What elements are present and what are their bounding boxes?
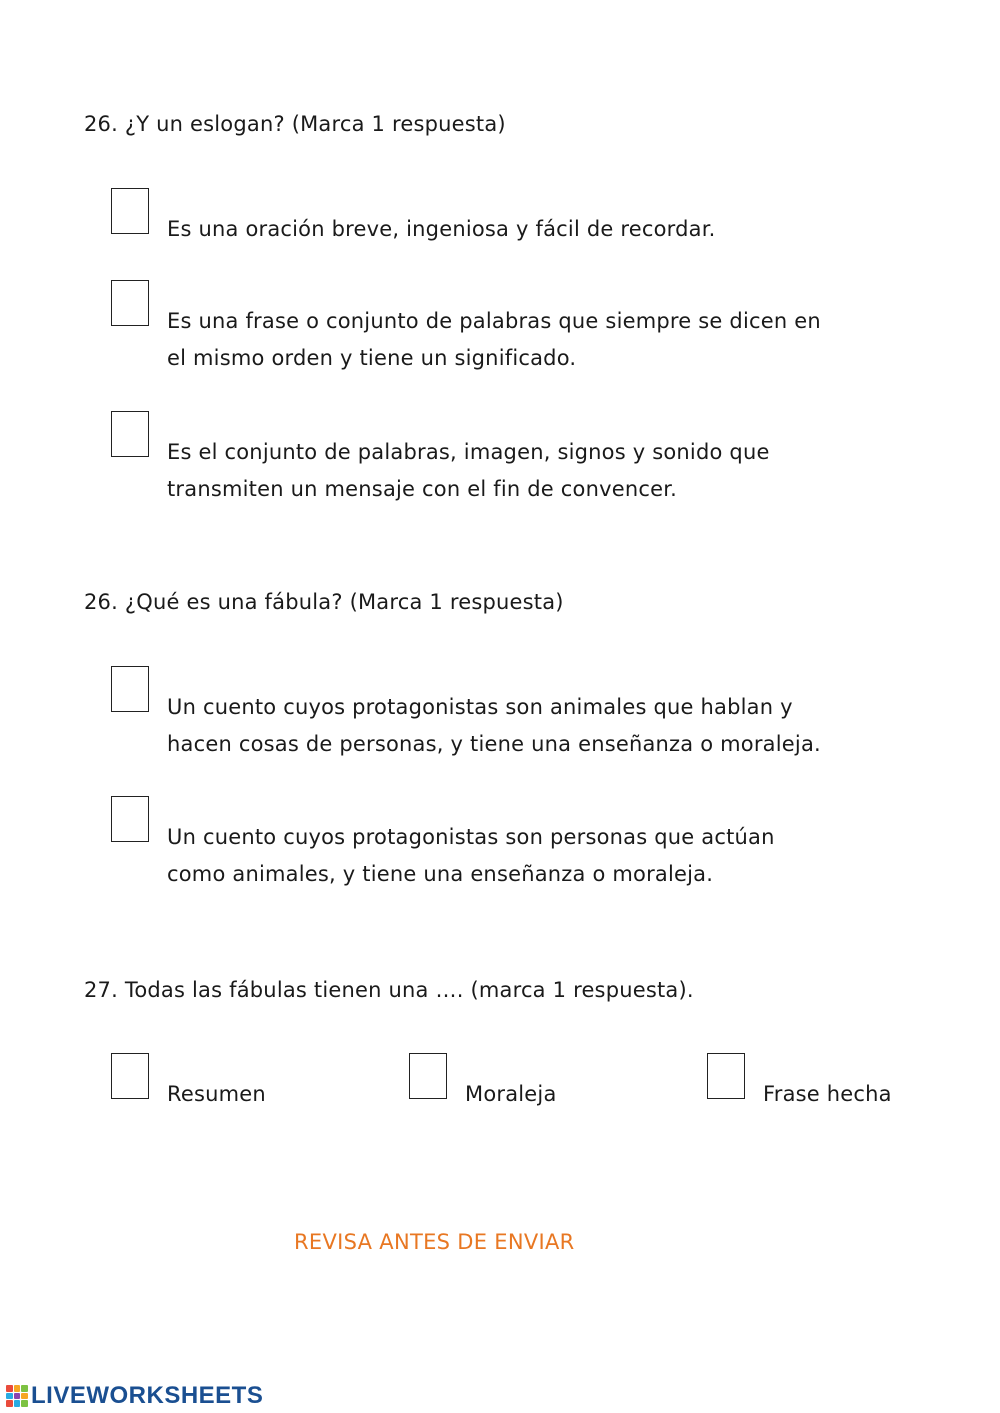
answer-option-text: Es el conjunto de palabras, imagen, signos y sonido que transmiten un mensaje con el fin de convencer. [167, 440, 770, 501]
logo-square [14, 1400, 21, 1407]
logo-square [6, 1393, 13, 1400]
answer-checkbox[interactable] [409, 1053, 447, 1099]
answer-option-text: Un cuento cuyos protagonistas son personas que actúan como animales, y tiene una enseñanza o moraleja. [167, 825, 775, 886]
answer-checkbox[interactable] [111, 280, 149, 326]
review-note: REVISA ANTES DE ENVIAR [294, 1230, 575, 1254]
question-title: 27. Todas las fábulas tienen una …. (marca 1 respuesta). [84, 978, 694, 1002]
logo-square [14, 1385, 21, 1392]
logo-square [6, 1400, 13, 1407]
logo-square [21, 1400, 28, 1407]
answer-checkbox[interactable] [111, 411, 149, 457]
answer-checkbox[interactable] [111, 188, 149, 234]
answer-checkbox[interactable] [707, 1053, 745, 1099]
answer-checkbox[interactable] [111, 796, 149, 842]
logo-mark-icon [6, 1385, 28, 1407]
logo-square [6, 1385, 13, 1392]
question-title: 26. ¿Qué es una fábula? (Marca 1 respuesta) [84, 590, 564, 614]
liveworksheets-logo [6, 1380, 263, 1412]
brand-name: LIVEWORKSHEETS [31, 1382, 264, 1409]
logo-square [14, 1393, 21, 1400]
question-title: 26. ¿Y un eslogan? (Marca 1 respuesta) [84, 112, 506, 136]
answer-checkbox[interactable] [111, 666, 149, 712]
logo-square [21, 1385, 28, 1392]
answer-checkbox[interactable] [111, 1053, 149, 1099]
answer-option-text: Moraleja [465, 1082, 557, 1106]
logo-square [21, 1393, 28, 1400]
answer-option-text: Es una oración breve, ingeniosa y fácil de recordar. [167, 217, 716, 241]
answer-option-text: Frase hecha [763, 1082, 892, 1106]
answer-option-text: Es una frase o conjunto de palabras que siempre se dicen en el mismo orden y tiene un significado. [167, 309, 821, 370]
answer-option-text: Resumen [167, 1082, 266, 1106]
answer-option-text: Un cuento cuyos protagonistas son animales que hablan y hacen cosas de personas, y tiene una enseñanza o moraleja. [167, 695, 821, 756]
